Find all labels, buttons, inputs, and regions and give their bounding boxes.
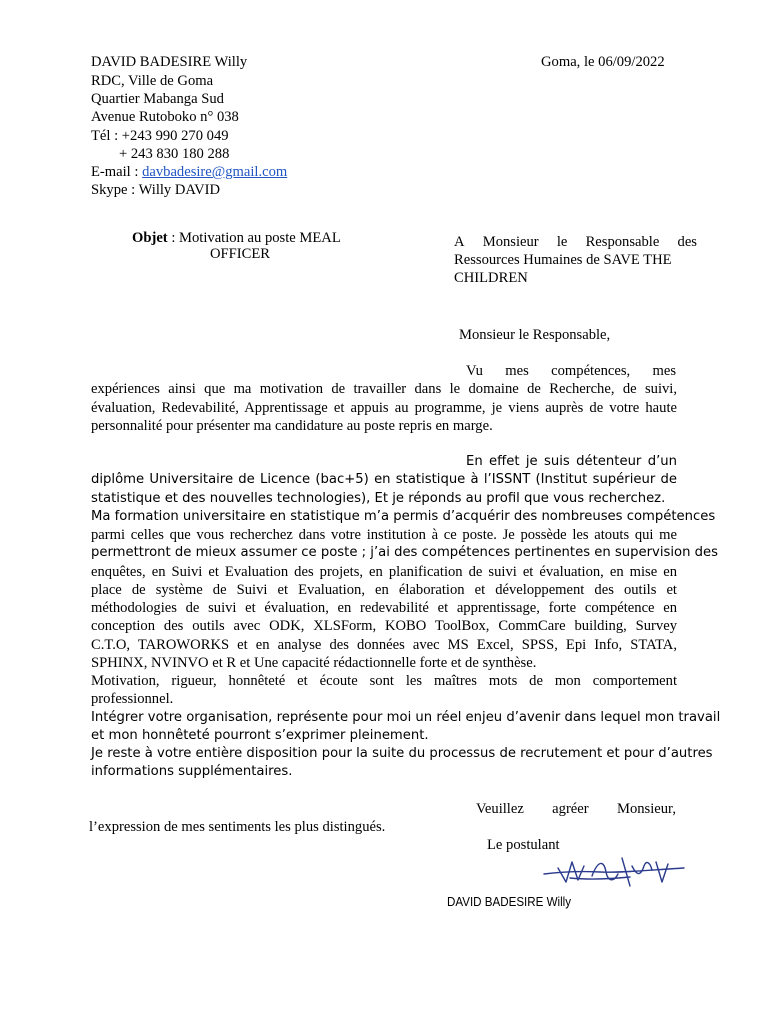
paragraph-3-line: place de système de Suivi et Evaluation, en élaboration et développement des outils et <box>91 582 677 598</box>
word: Vu <box>466 363 483 379</box>
word: Monsieur, <box>616 801 676 817</box>
closing-line-1 <box>476 800 676 818</box>
paragraph-6-line: Je reste à votre entière disposition pour la suite du processus de recrutement et pour d’autres <box>91 746 713 761</box>
paragraph-2-line: diplôme Universitaire de Licence (bac+5) en statistique à l’ISSNT (Institut supérieur de <box>91 472 677 487</box>
paragraph-1-line: évaluation, Redevabilité, Apprentissage et appuis au programme, je viens auprès de votre haute <box>91 400 677 416</box>
recipient-line-2: Ressources Humaines de SAVE THE <box>454 252 672 268</box>
closing-line-2: l’expression de mes sentiments les plus distingués. <box>89 819 386 835</box>
word: Monsieur <box>482 234 539 250</box>
paragraph-1-line: expériences ainsi que ma motivation de travailler dans le domaine de Recherche, de suivi, <box>91 381 677 397</box>
applicant-label: Le postulant <box>487 837 560 853</box>
paragraph-3-line: enquêtes, en Suivi et Evaluation des projets, en planification de suivi et évaluation, en mise en <box>91 564 677 580</box>
sender-email-line <box>91 163 287 181</box>
word: mes <box>652 363 676 379</box>
paragraph-3-line: méthodologies de suivi et évaluation, en redevabilité et apprentissage, forte compétence en <box>91 600 677 616</box>
handwritten-signature <box>540 852 690 892</box>
paragraph-1-line: personnalité pour présenter ma candidature au poste repris en marge. <box>91 418 493 434</box>
paragraph-3-line: conception des outils avec ODK, XLSForm, KOBO ToolBox, CommCare building, Survey <box>91 618 677 634</box>
email-link[interactable]: davbadesire@gmail.com <box>142 164 288 180</box>
signature-name: DAVID BADESIRE Willy <box>447 895 572 909</box>
sender-phone-2: + 243 830 180 288 <box>119 146 230 162</box>
sender-phone: Tél : +243 990 270 049 <box>91 128 229 144</box>
paragraph-4-line: Motivation, rigueur, honnêteté et écoute sont les maîtres mots de mon comportement <box>91 673 677 689</box>
salutation: Monsieur le Responsable, <box>459 327 611 343</box>
place-date: Goma, le 06/09/2022 <box>541 54 665 70</box>
word: des <box>677 234 697 250</box>
sender-skype: Skype : Willy DAVID <box>91 182 221 198</box>
paragraph-3-line: SPHINX, NVINVO et R et Une capacité rédactionnelle forte et de synthèse. <box>91 655 537 671</box>
sender-street: Avenue Rutoboko n° 038 <box>91 109 239 125</box>
paragraph-3-line: C.T.O, TAROWORKS et en analyse des données avec MS Excel, SPSS, Epi Info, STATA, <box>91 637 677 653</box>
sender-district: Quartier Mabanga Sud <box>91 91 224 107</box>
object-text: : Motivation au poste MEAL <box>167 230 341 246</box>
sender-name: DAVID BADESIRE Willy <box>91 54 248 70</box>
paragraph-1-line-1 <box>466 362 676 380</box>
object-label: Objet <box>132 230 168 246</box>
paragraph-3-line: Ma formation universitaire en statistique m’a permis d’acquérir des nombreuses compétences <box>91 509 716 524</box>
recipient-line-3: CHILDREN <box>454 270 528 286</box>
paragraph-3-line: parmi celles que vous recherchez dans votre institution à ce poste. Je possède les atouts qui me <box>91 527 677 543</box>
paragraph-3-line: permettront de mieux assumer ce poste ; j’ai des compétences pertinentes en supervision des <box>91 545 719 560</box>
word: Responsable <box>585 234 660 250</box>
email-label: E-mail : <box>91 164 143 180</box>
word: mes <box>505 363 529 379</box>
paragraph-5-line: Intégrer votre organisation, représente pour moi un réel enjeu d’avenir dans lequel mon travail <box>91 710 721 725</box>
object-line-2: OFFICER <box>210 246 271 262</box>
word: A <box>454 234 465 250</box>
paragraph-2-line-1: En effet je suis détenteur d’un <box>466 454 677 469</box>
recipient-line-1 <box>454 233 697 251</box>
word: Veuillez <box>476 801 524 817</box>
word: agréer <box>552 801 589 817</box>
paragraph-4-line: professionnel. <box>91 691 174 707</box>
paragraph-6-line: informations supplémentaires. <box>91 764 293 779</box>
paragraph-5-line: et mon honnêteté pourront s’exprimer pleinement. <box>91 728 429 743</box>
word: le <box>556 234 568 250</box>
word: compétences, <box>551 363 631 379</box>
paragraph-2-line: statistique et des nouvelles technologies), Et je réponds au profil que vous recherchez. <box>91 491 666 506</box>
sender-city: RDC, Ville de Goma <box>91 73 214 89</box>
